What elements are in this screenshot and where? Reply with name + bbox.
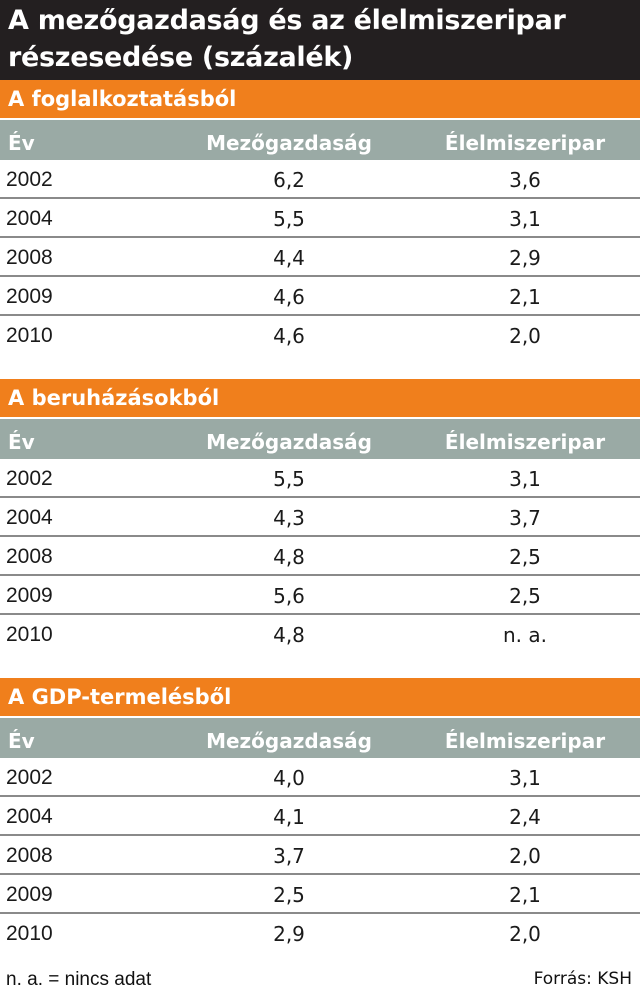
header-year: Év: [8, 729, 35, 753]
cell-agriculture: 4,3: [273, 506, 305, 530]
cell-agriculture: 3,7: [273, 844, 305, 868]
cell-agriculture: 4,8: [273, 623, 305, 647]
cell-food-industry: 3,1: [509, 766, 541, 790]
cell-agriculture: 4,1: [273, 805, 305, 829]
cell-year: 2004: [6, 207, 53, 230]
cell-food-industry: 2,5: [509, 584, 541, 608]
cell-year: 2010: [6, 324, 53, 347]
cell-food-industry: 2,0: [509, 844, 541, 868]
table-row: [0, 199, 640, 238]
footnote: n. a. = nincs adat: [6, 969, 152, 990]
table-row: [0, 875, 640, 914]
source-credit: Forrás: KSH: [533, 969, 632, 989]
table-row: [0, 836, 640, 875]
cell-food-industry: 3,7: [509, 506, 541, 530]
table-row: [0, 797, 640, 836]
cell-food-industry: 3,1: [509, 207, 541, 231]
table-row: [0, 576, 640, 615]
cell-agriculture: 4,0: [273, 766, 305, 790]
cell-agriculture: 4,6: [273, 285, 305, 309]
title-line-1: A mezőgazdaság és az élelmiszeripar: [8, 5, 566, 36]
column-header-row: [0, 417, 640, 459]
cell-year: 2002: [6, 766, 53, 789]
header-food-industry: Élelmiszeripar: [444, 430, 606, 454]
header-year: Év: [8, 430, 35, 454]
cell-food-industry: 2,1: [509, 883, 541, 907]
cell-food-industry: 2,5: [509, 545, 541, 569]
table-row: [0, 498, 640, 537]
cell-year: 2008: [6, 545, 53, 568]
cell-year: 2008: [6, 246, 53, 269]
table-row: [0, 238, 640, 277]
section-employment: [0, 80, 640, 355]
header-agriculture: Mezőgazdaság: [206, 131, 372, 155]
header-food-industry: Élelmiszeripar: [444, 131, 606, 155]
cell-agriculture: 4,8: [273, 545, 305, 569]
section-title: A GDP-termelésből: [0, 678, 640, 716]
header-year: Év: [8, 131, 35, 155]
table-row: [0, 277, 640, 316]
cell-agriculture: 2,5: [273, 883, 305, 907]
header-agriculture: Mezőgazdaság: [206, 729, 372, 753]
cell-year: 2002: [6, 168, 53, 191]
cell-agriculture: 6,2: [273, 168, 305, 192]
cell-food-industry: 2,1: [509, 285, 541, 309]
cell-agriculture: 2,9: [273, 922, 305, 946]
header-agriculture: Mezőgazdaság: [206, 430, 372, 454]
cell-year: 2004: [6, 506, 53, 529]
table-row: [0, 615, 640, 654]
table-row: [0, 459, 640, 498]
column-header-row: [0, 118, 640, 160]
cell-year: 2008: [6, 844, 53, 867]
cell-agriculture: 4,4: [273, 246, 305, 270]
cell-food-industry: 2,0: [509, 922, 541, 946]
section-title: A beruházásokból: [0, 379, 640, 417]
cell-agriculture: 4,6: [273, 324, 305, 348]
cell-food-industry: 2,0: [509, 324, 541, 348]
cell-agriculture: 5,6: [273, 584, 305, 608]
cell-year: 2009: [6, 883, 53, 906]
cell-food-industry: n. a.: [502, 623, 547, 647]
table-row: [0, 537, 640, 576]
section-investment: [0, 379, 640, 654]
section-title: A foglalkoztatásból: [0, 80, 640, 118]
cell-agriculture: 5,5: [273, 467, 305, 491]
footer: [0, 962, 640, 997]
column-header-row: [0, 716, 640, 758]
table-row: [0, 758, 640, 797]
cell-agriculture: 5,5: [273, 207, 305, 231]
cell-year: 2010: [6, 623, 53, 646]
cell-food-industry: 3,6: [509, 168, 541, 192]
table-row: [0, 316, 640, 355]
header-food-industry: Élelmiszeripar: [444, 729, 606, 753]
table-row: [0, 160, 640, 199]
cell-year: 2009: [6, 285, 53, 308]
cell-year: 2004: [6, 805, 53, 828]
table-row: [0, 914, 640, 953]
cell-year: 2002: [6, 467, 53, 490]
page-title: [0, 0, 640, 80]
section-gdp: [0, 678, 640, 953]
cell-food-industry: 3,1: [509, 467, 541, 491]
title-line-2: részesedése (százalék): [8, 42, 354, 73]
cell-food-industry: 2,9: [509, 246, 541, 270]
cell-year: 2010: [6, 922, 53, 945]
cell-food-industry: 2,4: [509, 805, 541, 829]
cell-year: 2009: [6, 584, 53, 607]
